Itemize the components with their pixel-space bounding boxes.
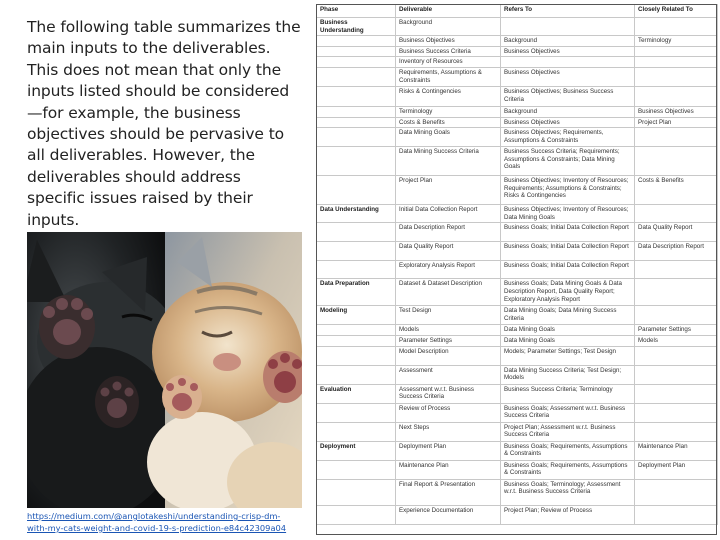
cell-refers-to: Business Goals; Initial Data Collection Report	[501, 223, 635, 242]
cell-refers-to: Background	[501, 106, 635, 117]
cell-closely-related-to	[635, 147, 718, 176]
cell-deliverable: Project Plan	[396, 176, 501, 205]
table-header-row	[317, 5, 718, 18]
cell-closely-related-to	[635, 346, 718, 365]
cell-refers-to: Business Success Criteria; Requirements; Assumptions & Constraints; Data Mining Goals	[501, 147, 635, 176]
cell-deliverable: Models	[396, 325, 501, 336]
cell-phase	[317, 365, 396, 384]
cell-closely-related-to	[635, 384, 718, 403]
cell-deliverable: Initial Data Collection Report	[396, 205, 501, 223]
cell-closely-related-to	[635, 365, 718, 384]
table-row	[317, 18, 718, 36]
cell-refers-to: Business Success Criteria; Terminology	[501, 384, 635, 403]
table-row	[317, 128, 718, 147]
cell-refers-to: Project Plan; Review of Process	[501, 505, 635, 524]
cell-phase	[317, 335, 396, 346]
cell-refers-to: Business Goals; Initial Data Collection Report	[501, 261, 635, 279]
cell-closely-related-to	[635, 422, 718, 441]
cell-deliverable: Data Mining Goals	[396, 128, 501, 147]
cell-deliverable: Assessment	[396, 365, 501, 384]
cell-closely-related-to: Data Description Report	[635, 242, 718, 261]
cell-refers-to: Data Mining Goals	[501, 325, 635, 336]
table-row	[317, 205, 718, 223]
cell-phase	[317, 46, 396, 57]
cell-refers-to: Models; Parameter Settings; Test Design	[501, 346, 635, 365]
cell-refers-to: Data Mining Goals; Data Mining Success Criteria	[501, 306, 635, 325]
cell-closely-related-to	[635, 205, 718, 223]
cell-deliverable: Business Objectives	[396, 36, 501, 47]
cell-phase: Deployment	[317, 441, 396, 460]
table-row	[317, 242, 718, 261]
cell-phase: Data Preparation	[317, 279, 396, 306]
table-row	[317, 335, 718, 346]
cat-photo	[27, 232, 302, 508]
table-row	[317, 441, 718, 460]
cell-deliverable: Maintenance Plan	[396, 460, 501, 479]
cell-refers-to: Business Goals; Requirements, Assumptions & Constraints	[501, 460, 635, 479]
cell-closely-related-to: Project Plan	[635, 117, 718, 128]
cell-refers-to: Business Objectives	[501, 46, 635, 57]
table-row	[317, 325, 718, 336]
table-row	[317, 346, 718, 365]
source-link-line-1[interactable]: https://medium.com/@anglotakeshi/understanding-crisp-dm-	[27, 511, 281, 521]
cell-closely-related-to: Maintenance Plan	[635, 441, 718, 460]
table-row	[317, 86, 718, 106]
table-row	[317, 223, 718, 242]
cell-deliverable: Dataset & Dataset Description	[396, 279, 501, 306]
cell-closely-related-to	[635, 46, 718, 57]
table-row	[317, 365, 718, 384]
cell-phase: Data Understanding	[317, 205, 396, 223]
cell-refers-to: Business Objectives; Inventory of Resources; Requirements; Assumptions & Constraints; Risks & Contingencies	[501, 176, 635, 205]
cell-phase	[317, 346, 396, 365]
cell-deliverable: Assessment w.r.t. Business Success Criteria	[396, 384, 501, 403]
cell-deliverable: Review of Process	[396, 403, 501, 422]
cell-phase	[317, 57, 396, 68]
cell-phase: Evaluation	[317, 384, 396, 403]
cell-deliverable: Model Description	[396, 346, 501, 365]
cell-phase	[317, 403, 396, 422]
cell-refers-to: Business Goals; Data Mining Goals & Data Description Report, Data Quality Report; Exploratory Analysis Report	[501, 279, 635, 306]
cell-phase	[317, 106, 396, 117]
cell-phase	[317, 86, 396, 106]
cell-phase	[317, 128, 396, 147]
deliverables-table	[316, 4, 718, 525]
cell-phase	[317, 479, 396, 505]
cell-phase	[317, 422, 396, 441]
cell-closely-related-to	[635, 505, 718, 524]
cell-deliverable: Next Steps	[396, 422, 501, 441]
table-row	[317, 505, 718, 524]
cell-phase	[317, 223, 396, 242]
cell-phase	[317, 147, 396, 176]
cell-refers-to	[501, 18, 635, 36]
cell-refers-to: Business Objectives; Inventory of Resources; Data Mining Goals	[501, 205, 635, 223]
cell-deliverable: Parameter Settings	[396, 335, 501, 346]
cell-closely-related-to: Business Objectives	[635, 106, 718, 117]
cell-phase	[317, 36, 396, 47]
cell-refers-to: Business Goals; Requirements, Assumptions & Constraints	[501, 441, 635, 460]
table-row	[317, 279, 718, 306]
table-row	[317, 117, 718, 128]
cell-closely-related-to: Parameter Settings	[635, 325, 718, 336]
header-closely-related-to: Closely Related To	[635, 5, 718, 18]
cell-deliverable: Background	[396, 18, 501, 36]
cell-deliverable: Data Mining Success Criteria	[396, 147, 501, 176]
cell-closely-related-to: Terminology	[635, 36, 718, 47]
cell-refers-to: Business Objectives	[501, 117, 635, 128]
cell-closely-related-to	[635, 57, 718, 68]
cell-closely-related-to: Deployment Plan	[635, 460, 718, 479]
source-link-line-2[interactable]: with-my-cats-weight-and-covid-19-s-prediction-e84c42309a04	[27, 523, 287, 533]
cell-deliverable: Data Description Report	[396, 223, 501, 242]
table-row	[317, 403, 718, 422]
table-row	[317, 479, 718, 505]
cell-closely-related-to: Costs & Benefits	[635, 176, 718, 205]
table-row	[317, 106, 718, 117]
cell-deliverable: Requirements, Assumptions & Constraints	[396, 67, 501, 86]
cell-phase	[317, 325, 396, 336]
cell-deliverable: Data Quality Report	[396, 242, 501, 261]
cell-closely-related-to	[635, 306, 718, 325]
cell-refers-to: Business Goals; Initial Data Collection Report	[501, 242, 635, 261]
cell-closely-related-to: Data Quality Report	[635, 223, 718, 242]
cell-phase	[317, 176, 396, 205]
cell-phase	[317, 460, 396, 479]
cell-phase: Modeling	[317, 306, 396, 325]
cell-closely-related-to	[635, 403, 718, 422]
cell-closely-related-to	[635, 18, 718, 36]
cell-closely-related-to	[635, 279, 718, 306]
cell-refers-to: Data Mining Success Criteria; Test Design; Models	[501, 365, 635, 384]
header-phase: Phase	[317, 5, 396, 18]
table-row	[317, 46, 718, 57]
cell-closely-related-to: Models	[635, 335, 718, 346]
cell-refers-to: Business Objectives; Requirements, Assumptions & Constraints	[501, 128, 635, 147]
cell-closely-related-to	[635, 86, 718, 106]
cell-phase	[317, 117, 396, 128]
cell-deliverable: Terminology	[396, 106, 501, 117]
cell-phase	[317, 67, 396, 86]
cell-deliverable: Experience Documentation	[396, 505, 501, 524]
table-row	[317, 147, 718, 176]
table-row	[317, 422, 718, 441]
table-row	[317, 460, 718, 479]
cell-phase	[317, 242, 396, 261]
cell-deliverable: Test Design	[396, 306, 501, 325]
cell-refers-to: Project Plan; Assessment w.r.t. Business Success Criteria	[501, 422, 635, 441]
cell-refers-to: Business Objectives; Business Success Criteria	[501, 86, 635, 106]
cell-phase	[317, 261, 396, 279]
cell-refers-to: Data Mining Goals	[501, 335, 635, 346]
cell-closely-related-to	[635, 67, 718, 86]
table-row	[317, 261, 718, 279]
source-link[interactable]	[27, 510, 312, 534]
table-row	[317, 36, 718, 47]
cell-phase: Business Understanding	[317, 18, 396, 36]
intro-paragraph: The following table summarizes the main inputs to the deliverables. This does not mean that only the inputs listed should be considered—for example, the business objectives should be pervasive to all deliverables. However, the deliverables should address specific issues raised by their inputs.	[27, 18, 301, 229]
table-row	[317, 57, 718, 68]
cell-refers-to: Business Goals; Terminology; Assessment w.r.t. Business Success Criteria	[501, 479, 635, 505]
cell-refers-to: Business Objectives	[501, 67, 635, 86]
cell-closely-related-to	[635, 128, 718, 147]
cell-phase	[317, 505, 396, 524]
cell-closely-related-to	[635, 479, 718, 505]
cell-deliverable: Exploratory Analysis Report	[396, 261, 501, 279]
cell-deliverable: Risks & Contingencies	[396, 86, 501, 106]
header-deliverable: Deliverable	[396, 5, 501, 18]
table-row	[317, 176, 718, 205]
cell-deliverable: Final Report & Presentation	[396, 479, 501, 505]
table-row	[317, 67, 718, 86]
cell-deliverable: Costs & Benefits	[396, 117, 501, 128]
cell-refers-to	[501, 57, 635, 68]
cell-deliverable: Business Success Criteria	[396, 46, 501, 57]
cell-refers-to: Background	[501, 36, 635, 47]
table-row	[317, 306, 718, 325]
cell-refers-to: Business Goals; Assessment w.r.t. Business Success Criteria	[501, 403, 635, 422]
cell-deliverable: Deployment Plan	[396, 441, 501, 460]
header-refers-to: Refers To	[501, 5, 635, 18]
cell-deliverable: Inventory of Resources	[396, 57, 501, 68]
cell-closely-related-to	[635, 261, 718, 279]
table-row	[317, 384, 718, 403]
